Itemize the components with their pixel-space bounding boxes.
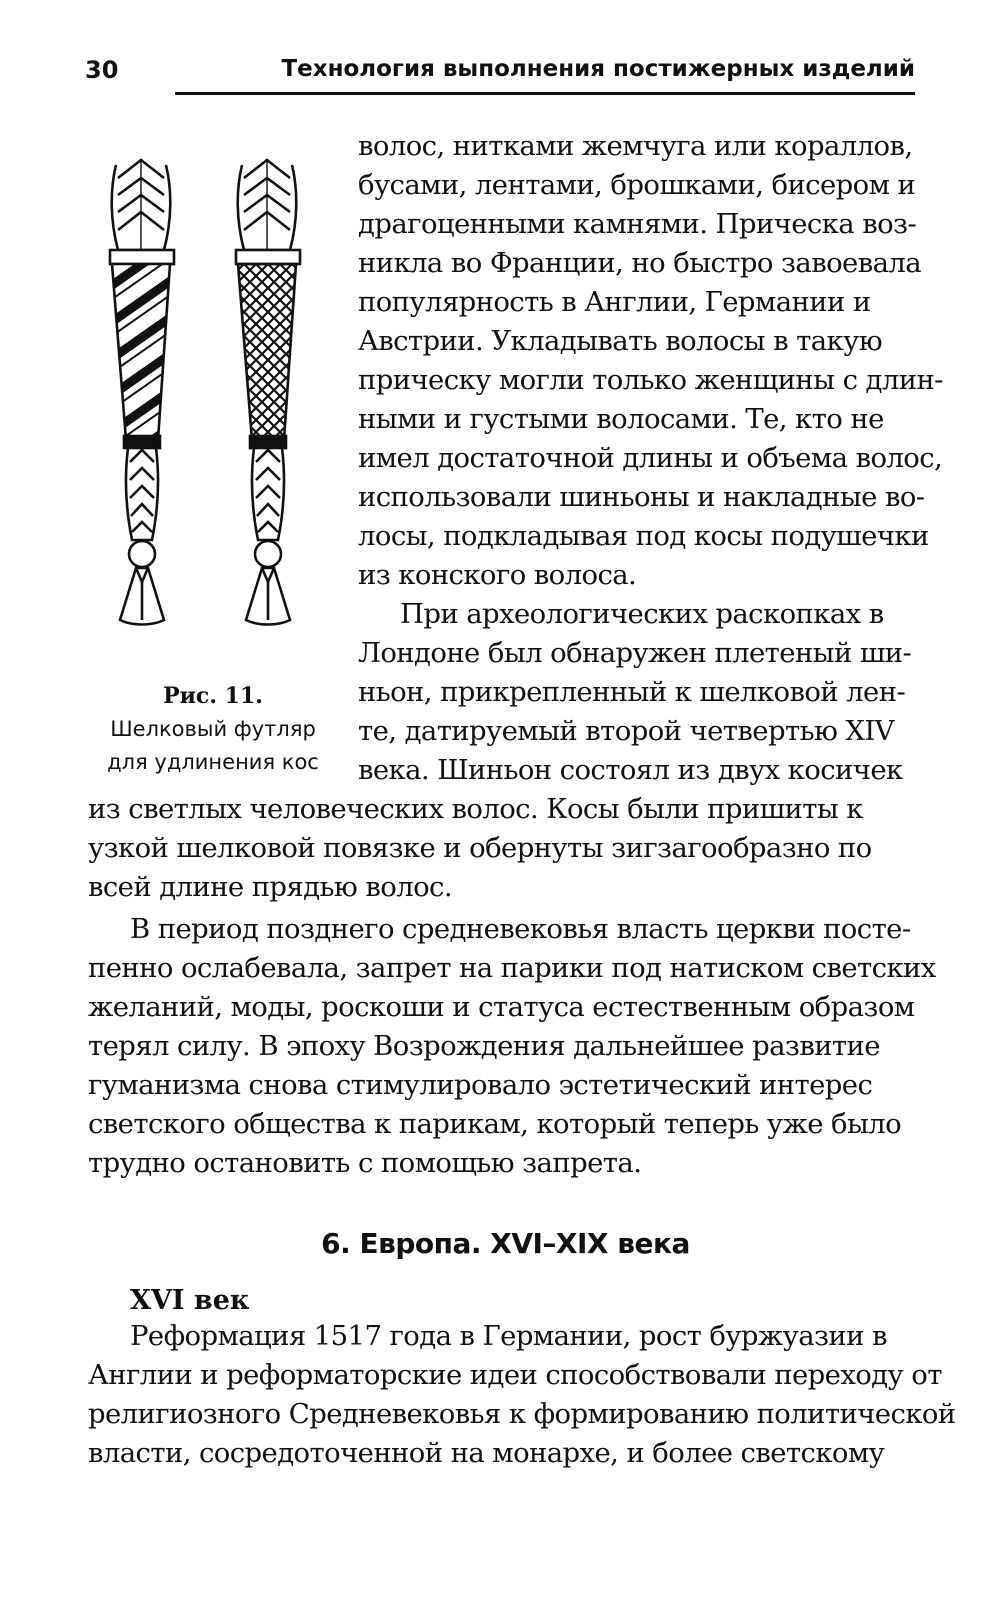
text-line: прическу могли только женщины с длин- <box>358 364 943 396</box>
left-braid <box>110 160 174 625</box>
figure-caption-line: Шелковый футляр <box>110 717 316 741</box>
page-number: 30 <box>85 56 119 84</box>
page-header <box>85 52 915 102</box>
text-line: В период позднего средневековья власть церкви посте- <box>130 913 911 945</box>
text-line: светского общества к парикам, который теперь уже было <box>88 1108 902 1140</box>
running-title: Технология выполнения постижерных изделий <box>281 56 915 82</box>
right-braid <box>236 160 300 625</box>
text-line: имел достаточной длины и объема волос, <box>358 442 943 474</box>
text-line: использовали шиньоны и накладные во- <box>358 481 925 513</box>
text-line: волос, нитками жемчуга или кораллов, <box>358 130 913 162</box>
text-line: власти, сосредоточенной на монархе, и более светскому <box>88 1437 885 1469</box>
text-line: всей длине прядью волос. <box>88 871 452 903</box>
text-line: Лондоне был обнаружен плетеный ши- <box>358 637 912 669</box>
text-line: узкой шелковой повязке и обернуты зигзагообразно по <box>88 832 872 864</box>
text-line: пенно ослабевала, запрет на парики под натиском светских <box>88 952 936 984</box>
text-line: Англии и реформаторские идеи способствовали переходу от <box>88 1359 942 1391</box>
figure-caption <box>78 680 348 779</box>
text-line: Австрии. Укладывать волосы в такую <box>358 325 883 357</box>
text-line: те, датируемый второй четвертью XIV <box>358 715 894 747</box>
text-line: бусами, лентами, брошками, бисером и <box>358 169 916 201</box>
text-line: гуманизма снова стимулировало эстетический интерес <box>88 1069 873 1101</box>
text-line: трудно остановить с помощью запрета. <box>88 1147 642 1179</box>
text-line: из светлых человеческих волос. Косы были пришиты к <box>88 793 863 825</box>
figure-label: Рис. 11. <box>163 683 263 709</box>
text-line: лосы, подкладывая под косы подушечки <box>358 520 929 552</box>
figure-caption-line: для удлинения кос <box>107 750 319 774</box>
section-heading: 6. Европа. XVI–XIX века <box>321 1227 690 1260</box>
text-line: популярность в Англии, Германии и <box>358 286 871 318</box>
text-line: драгоценными камнями. Прическа воз- <box>358 208 917 240</box>
sub-heading: XVI век <box>130 1285 250 1316</box>
text-line: ными и густыми волосами. Те, кто не <box>358 403 884 435</box>
text-line: века. Шиньон состоял из двух косичек <box>358 754 903 786</box>
braid-cases-illustration <box>88 150 338 630</box>
text-line: религиозного Средневековья к формированию политической <box>88 1398 956 1430</box>
text-line: из конского волоса. <box>358 559 637 591</box>
text-line: терял силу. В эпоху Возрождения дальнейшее развитие <box>88 1030 880 1062</box>
text-line: ньон, прикрепленный к шелковой лен- <box>358 676 906 708</box>
text-line: При археологических раскопках в <box>400 598 884 630</box>
header-rule <box>175 92 915 95</box>
text-line: Реформация 1517 года в Германии, рост буржуазии в <box>130 1320 887 1352</box>
figure-braid-cases <box>88 150 338 630</box>
text-line: никла во Франции, но быстро завоевала <box>358 247 922 279</box>
text-line: желаний, моды, роскоши и статуса естественным образом <box>88 991 915 1023</box>
